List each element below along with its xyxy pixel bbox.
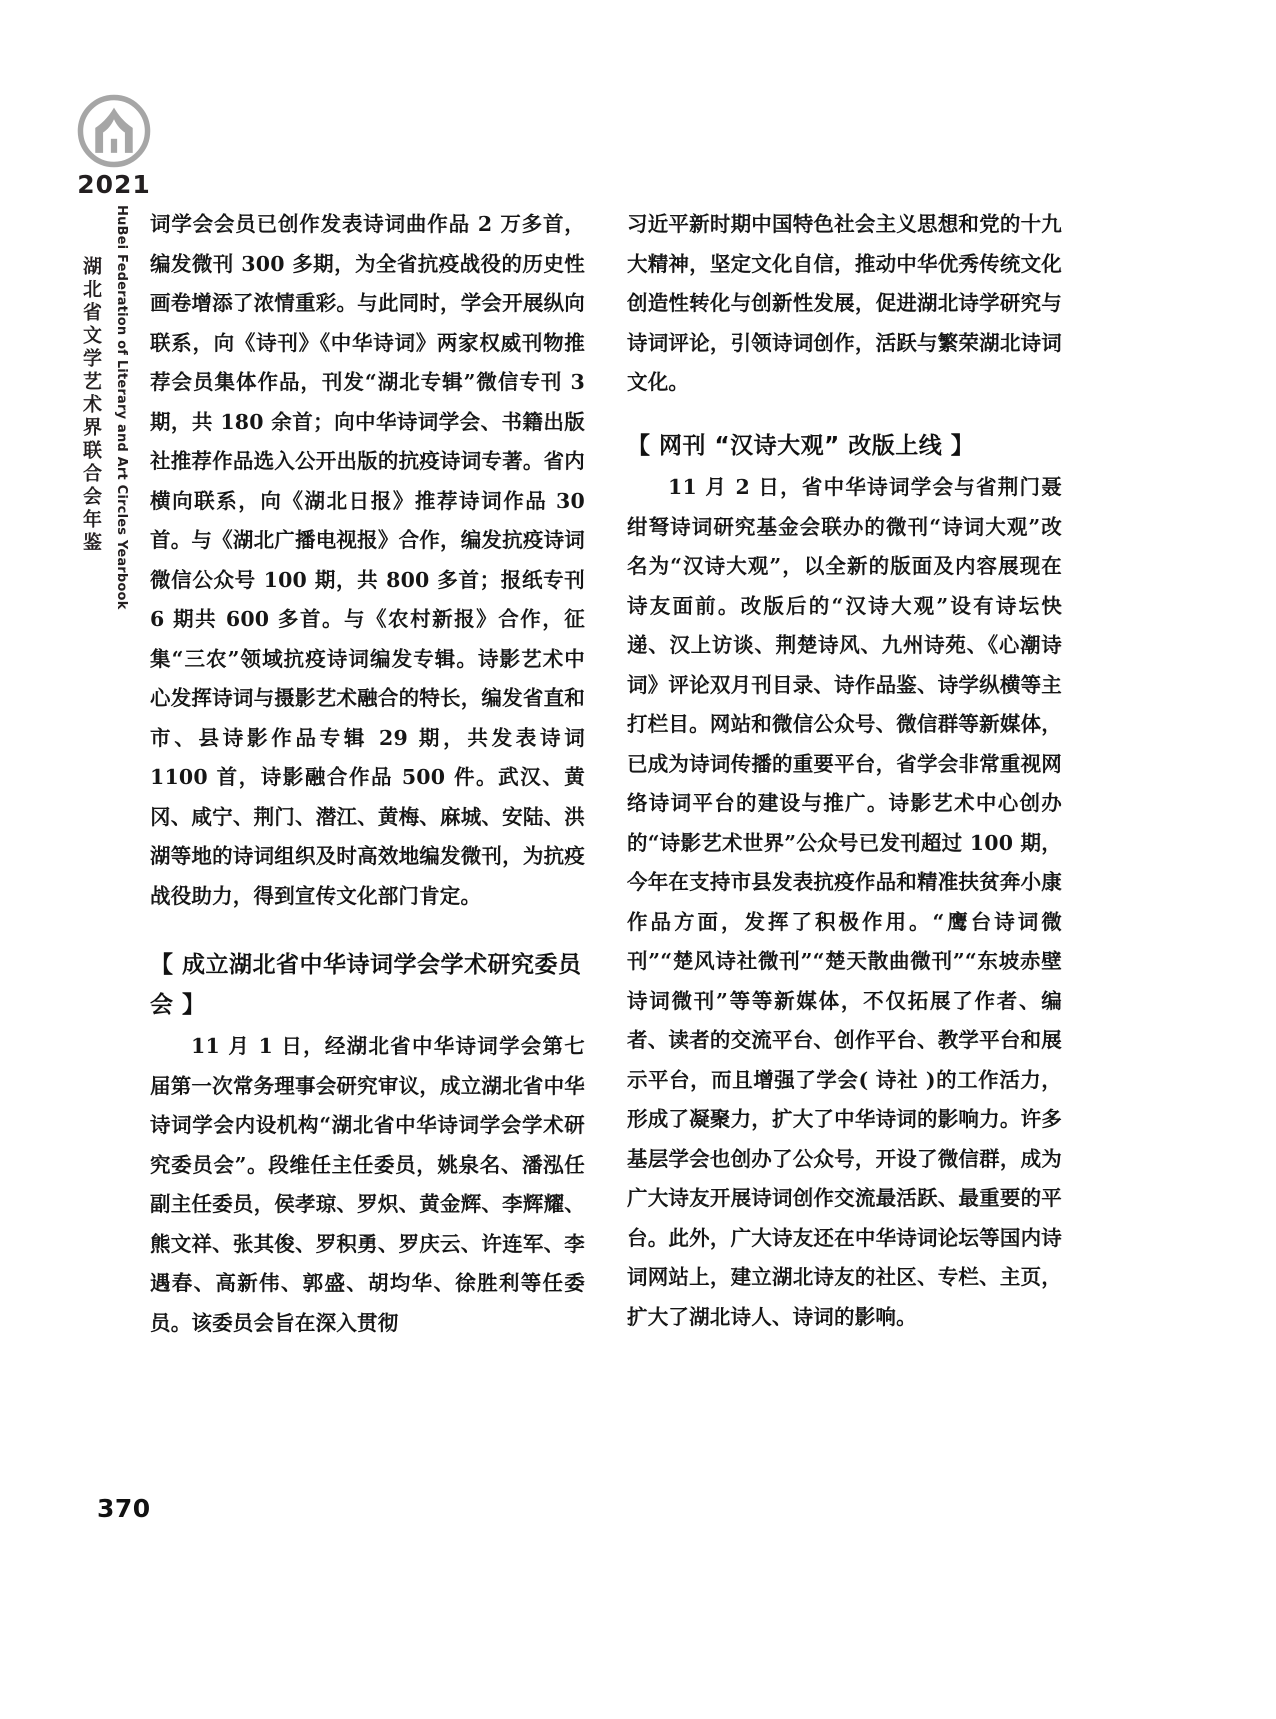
masthead	[66, 92, 162, 197]
left-paragraph-1: 词学会会员已创作发表诗词曲作品 2 万多首，编发微刊 300 多期，为全省抗疫战役的历史性画卷增添了浓情重彩。与此同时，学会开展纵向联系，向《诗刊》《中华诗词》两家权威刊物推荐会员集体作品，刊发“湖北专辑”微信专刊 3 期，共 180 余首；向中华诗词学会、书籍出版社推荐作品选入公开出版的抗疫诗词专著。省内横向联系，向《湖北日报》推荐诗词作品 30 首。与《湖北广播电视报》合作，编发抗疫诗词微信公众号 100 期，共 800 多首；报纸专刊 6 期共 600 多首。与《农村新报》合作，征集“三农”领域抗疫诗词编发专辑。诗影艺术中心发挥诗词与摄影艺术融合的特长，编发省直和市、县诗影作品专辑 29 期，共发表诗词 1100 首，诗影融合作品 500 件。武汉、黄冈、咸宁、荆门、潜江、黄梅、麻城、安陆、洪湖等地的诗词组织及时高效地编发微刊，为抗疫战役助力，得到宣传文化部门肯定。	[150, 212, 585, 908]
left-column	[150, 205, 585, 1343]
yearbook-year: 2021	[77, 170, 151, 199]
side-banner	[72, 205, 146, 610]
side-banner-chinese-title: 湖北省文学艺术界联合会年鉴	[72, 205, 106, 605]
right-section-heading-1: 【 网刊 “汉诗大观” 改版上线 】	[627, 432, 975, 459]
right-column	[627, 205, 1062, 1343]
page-number: 370	[97, 1494, 151, 1523]
left-paragraph-2: 11 月 1 日，经湖北省中华诗词学会第七届第一次常务理事会研究审议，成立湖北省中华诗词学会内设机构“湖北省中华诗词学会学术研究委员会”。段维任主任委员，姚泉名、潘泓任副主任委员，侯孝琼、罗炽、黄金辉、李辉耀、熊文祥、张其俊、罗积勇、罗庆云、许连军、李遇春、高新伟、郭盛、胡均华、徐胜利等任委员。该委员会旨在深入贯彻	[150, 1034, 585, 1335]
right-paragraph-1: 习近平新时期中国特色社会主义思想和党的十九大精神，坚定文化自信，推动中华优秀传统文化创造性转化与创新性发展，促进湖北诗学研究与诗词评论，引领诗词创作，活跃与繁荣湖北诗词文化。	[627, 212, 1062, 394]
hubei-federation-emblem-icon	[75, 92, 153, 170]
right-paragraph-2: 11 月 2 日，省中华诗词学会与省荆门聂绀弩诗词研究基金会联办的微刊“诗词大观”改名为“汉诗大观”，以全新的版面及内容展现在诗友面前。改版后的“汉诗大观”设有诗坛快递、汉上访谈、荆楚诗风、九州诗苑、《心潮诗词》评论双月刊目录、诗作品鉴、诗学纵横等主打栏目。网站和微信公众号、微信群等新媒体，已成为诗词传播的重要平台，省学会非常重视网络诗词平台的建设与推广。诗影艺术中心创办的“诗影艺术世界”公众号已发刊超过 100 期，今年在支持市县发表抗疫作品和精准扶贫奔小康作品方面，发挥了积极作用。“鹰台诗词微刊”“楚风诗社微刊”“楚天散曲微刊”“东坡赤壁诗词微刊”等等新媒体，不仅拓展了作者、编者、读者的交流平台、创作平台、教学平台和展示平台，而且增强了学会( 诗社 )的工作活力，形成了凝聚力，扩大了中华诗词的影响力。许多基层学会也创办了公众号，开设了微信群，成为广大诗友开展诗词创作交流最活跃、最重要的平台。此外，广大诗友还在中华诗词论坛等国内诗词网站上，建立湖北诗友的社区、专栏、主页，扩大了湖北诗人、诗词的影响。	[627, 475, 1062, 1329]
body-columns	[150, 205, 1062, 1343]
side-banner-english-title: HuBei Federation of Literary and Art Circles Yearbook	[114, 205, 129, 610]
left-section-heading-1: 【 成立湖北省中华诗词学会学术研究委员会 】	[150, 952, 582, 1018]
